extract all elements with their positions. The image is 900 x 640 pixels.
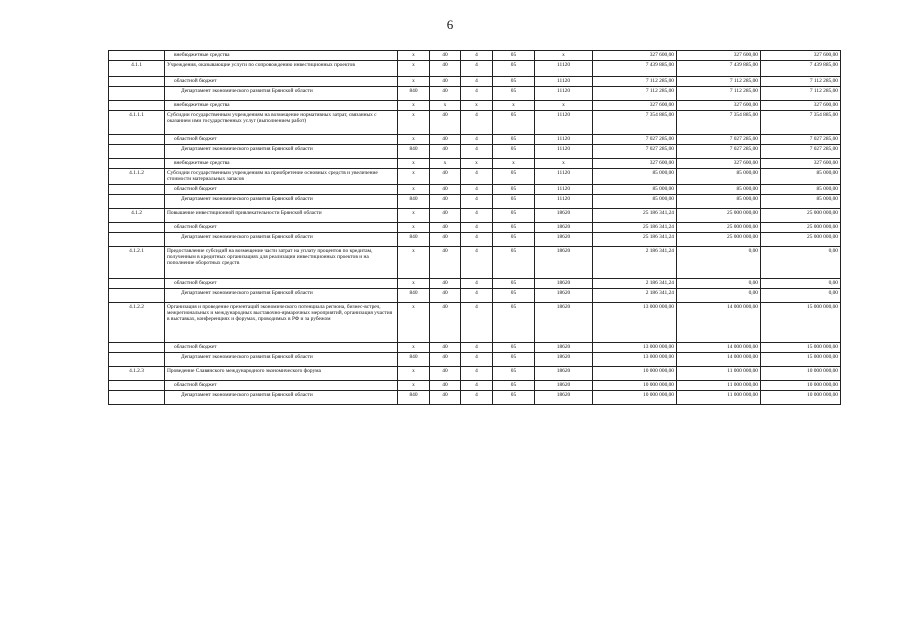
- cell-admin-code: 840: [398, 352, 430, 366]
- cell-direction-code: 11120: [535, 61, 593, 77]
- cell-amount-year1: 10 000 000,00: [593, 366, 677, 380]
- cell-admin-code: x: [398, 342, 430, 352]
- cell-program-code: 40: [430, 352, 461, 366]
- cell-description: областной бюджет: [165, 135, 398, 145]
- cell-description: областной бюджет: [165, 222, 398, 232]
- cell-amount-year3: 0,00: [761, 246, 841, 278]
- cell-direction-code: 11120: [535, 145, 593, 159]
- cell-program-code: 40: [430, 194, 461, 208]
- table-row: [109, 194, 841, 208]
- cell-section-code: 05: [493, 288, 535, 302]
- cell-subprogram-code: 4: [461, 380, 493, 390]
- cell-item-number: [109, 77, 165, 87]
- cell-item-number: 4.1.1.2: [109, 169, 165, 185]
- cell-item-number: [109, 278, 165, 288]
- cell-section-code: 05: [493, 51, 535, 61]
- table-row: [109, 352, 841, 366]
- cell-subprogram-code: 4: [461, 232, 493, 246]
- cell-amount-year1: 10 000 000,00: [593, 390, 677, 404]
- cell-amount-year1: 7 354 885,00: [593, 111, 677, 135]
- cell-admin-code: x: [398, 159, 430, 169]
- cell-section-code: 05: [493, 208, 535, 222]
- table-body: [109, 51, 841, 405]
- cell-direction-code: 18620: [535, 366, 593, 380]
- cell-subprogram-code: 4: [461, 184, 493, 194]
- cell-amount-year1: 327 600,00: [593, 51, 677, 61]
- cell-amount-year3: 15 000 000,00: [761, 352, 841, 366]
- cell-section-code: x: [493, 159, 535, 169]
- cell-amount-year2: 7 112 285,00: [677, 77, 761, 87]
- cell-amount-year1: 85 000,00: [593, 169, 677, 185]
- cell-section-code: 05: [493, 184, 535, 194]
- cell-admin-code: x: [398, 302, 430, 342]
- cell-description: Департамент экономического развития Брянской области: [165, 145, 398, 159]
- cell-admin-code: 840: [398, 288, 430, 302]
- cell-section-code: 05: [493, 222, 535, 232]
- cell-admin-code: x: [398, 278, 430, 288]
- cell-section-code: 05: [493, 380, 535, 390]
- cell-section-code: 05: [493, 194, 535, 208]
- cell-amount-year3: 0,00: [761, 288, 841, 302]
- cell-direction-code: 11120: [535, 169, 593, 185]
- table-row: [109, 278, 841, 288]
- cell-amount-year3: 85 000,00: [761, 169, 841, 185]
- table-row: [109, 246, 841, 278]
- cell-section-code: 05: [493, 145, 535, 159]
- cell-amount-year3: 7 439 885,00: [761, 61, 841, 77]
- cell-amount-year2: 11 000 000,00: [677, 390, 761, 404]
- cell-amount-year2: 7 439 885,00: [677, 61, 761, 77]
- cell-subprogram-code: 4: [461, 51, 493, 61]
- cell-amount-year2: 327 600,00: [677, 159, 761, 169]
- cell-program-code: 40: [430, 366, 461, 380]
- cell-item-number: [109, 380, 165, 390]
- cell-description: Субсидии государственным учреждениям на возмещение нормативных затрат, связанных с оказанием ими государственных услуг (выполнением работ): [165, 111, 398, 135]
- table-row: [109, 51, 841, 61]
- cell-description: Учреждения, оказывающие услуги по сопровождению инвестиционных проектов: [165, 61, 398, 77]
- cell-item-number: [109, 145, 165, 159]
- cell-item-number: [109, 51, 165, 61]
- cell-amount-year1: 25 186 341,24: [593, 232, 677, 246]
- cell-amount-year2: 85 000,00: [677, 169, 761, 185]
- cell-amount-year2: 25 000 000,00: [677, 232, 761, 246]
- cell-item-number: 4.1.1: [109, 61, 165, 77]
- cell-amount-year3: 85 000,00: [761, 184, 841, 194]
- cell-program-code: 40: [430, 342, 461, 352]
- cell-amount-year1: 13 000 000,00: [593, 302, 677, 342]
- cell-item-number: [109, 194, 165, 208]
- cell-subprogram-code: 4: [461, 194, 493, 208]
- cell-item-number: 4.1.2.3: [109, 366, 165, 380]
- cell-amount-year1: 7 112 285,00: [593, 77, 677, 87]
- table-row: [109, 380, 841, 390]
- cell-amount-year1: 7 112 285,00: [593, 87, 677, 101]
- cell-program-code: 40: [430, 77, 461, 87]
- cell-direction-code: 18620: [535, 278, 593, 288]
- cell-amount-year1: 2 186 341,24: [593, 278, 677, 288]
- table-row: [109, 111, 841, 135]
- cell-subprogram-code: 4: [461, 342, 493, 352]
- cell-program-code: 40: [430, 302, 461, 342]
- cell-direction-code: 11120: [535, 135, 593, 145]
- cell-section-code: 05: [493, 77, 535, 87]
- cell-amount-year3: 7 354 885,00: [761, 111, 841, 135]
- cell-section-code: 05: [493, 169, 535, 185]
- cell-item-number: [109, 184, 165, 194]
- cell-program-code: 40: [430, 380, 461, 390]
- cell-admin-code: x: [398, 246, 430, 278]
- cell-amount-year3: 15 000 000,00: [761, 302, 841, 342]
- cell-amount-year2: 0,00: [677, 246, 761, 278]
- cell-amount-year2: 85 000,00: [677, 194, 761, 208]
- cell-direction-code: 11120: [535, 77, 593, 87]
- cell-direction-code: x: [535, 51, 593, 61]
- cell-amount-year3: 25 000 000,00: [761, 232, 841, 246]
- cell-subprogram-code: x: [461, 159, 493, 169]
- cell-item-number: [109, 101, 165, 111]
- cell-program-code: 40: [430, 278, 461, 288]
- cell-direction-code: 11120: [535, 87, 593, 101]
- cell-amount-year1: 2 186 341,24: [593, 288, 677, 302]
- cell-amount-year1: 25 186 341,24: [593, 208, 677, 222]
- cell-admin-code: 840: [398, 194, 430, 208]
- cell-item-number: [109, 342, 165, 352]
- cell-admin-code: x: [398, 111, 430, 135]
- cell-item-number: [109, 232, 165, 246]
- cell-description: Департамент экономического развития Брянской области: [165, 232, 398, 246]
- cell-program-code: 40: [430, 87, 461, 101]
- cell-description: Департамент экономического развития Брянской области: [165, 194, 398, 208]
- cell-item-number: [109, 87, 165, 101]
- cell-amount-year2: 25 000 000,00: [677, 222, 761, 232]
- cell-admin-code: 840: [398, 232, 430, 246]
- cell-amount-year3: 7 112 285,00: [761, 87, 841, 101]
- cell-program-code: x: [430, 101, 461, 111]
- cell-amount-year2: 11 000 000,00: [677, 380, 761, 390]
- cell-item-number: 4.1.2.1: [109, 246, 165, 278]
- cell-amount-year2: 7 027 285,00: [677, 145, 761, 159]
- cell-section-code: 05: [493, 352, 535, 366]
- cell-subprogram-code: 4: [461, 302, 493, 342]
- cell-amount-year3: 15 000 000,00: [761, 342, 841, 352]
- cell-section-code: 05: [493, 135, 535, 145]
- cell-amount-year3: 25 000 000,00: [761, 222, 841, 232]
- cell-admin-code: x: [398, 135, 430, 145]
- cell-program-code: 40: [430, 208, 461, 222]
- cell-amount-year2: 7 112 285,00: [677, 87, 761, 101]
- cell-direction-code: 18620: [535, 342, 593, 352]
- cell-subprogram-code: 4: [461, 111, 493, 135]
- table-row: [109, 342, 841, 352]
- cell-program-code: 40: [430, 184, 461, 194]
- cell-direction-code: x: [535, 101, 593, 111]
- cell-admin-code: 840: [398, 145, 430, 159]
- cell-subprogram-code: 4: [461, 169, 493, 185]
- cell-admin-code: x: [398, 77, 430, 87]
- cell-program-code: 40: [430, 111, 461, 135]
- cell-amount-year3: 7 027 285,00: [761, 135, 841, 145]
- cell-subprogram-code: 4: [461, 278, 493, 288]
- cell-program-code: 40: [430, 145, 461, 159]
- cell-admin-code: x: [398, 366, 430, 380]
- cell-amount-year3: 327 600,00: [761, 159, 841, 169]
- cell-amount-year1: 327 600,00: [593, 101, 677, 111]
- cell-section-code: 05: [493, 390, 535, 404]
- cell-section-code: 05: [493, 87, 535, 101]
- cell-description: Предоставление субсидий на возмещение части затрат на уплату процентов по кредитам, полученным в кредитных организациях для реализации инвестиционных проектов и на пополнение оборотных средств: [165, 246, 398, 278]
- cell-section-code: 05: [493, 278, 535, 288]
- cell-section-code: 05: [493, 342, 535, 352]
- cell-program-code: 40: [430, 288, 461, 302]
- budget-table: [108, 50, 841, 405]
- cell-direction-code: 18620: [535, 302, 593, 342]
- cell-direction-code: 11120: [535, 111, 593, 135]
- table-row: [109, 87, 841, 101]
- cell-amount-year1: 13 000 000,00: [593, 352, 677, 366]
- cell-program-code: 40: [430, 169, 461, 185]
- cell-description: Субсидии государственным учреждениям на приобретение основных средств и увеличение стоимости материальных запасов: [165, 169, 398, 185]
- cell-amount-year3: 10 000 000,00: [761, 366, 841, 380]
- cell-amount-year2: 14 000 000,00: [677, 352, 761, 366]
- cell-amount-year1: 85 000,00: [593, 194, 677, 208]
- cell-amount-year1: 2 186 341,24: [593, 246, 677, 278]
- table-row: [109, 222, 841, 232]
- cell-section-code: 05: [493, 246, 535, 278]
- cell-admin-code: x: [398, 51, 430, 61]
- cell-description: областной бюджет: [165, 342, 398, 352]
- table-row: [109, 184, 841, 194]
- cell-amount-year1: 7 027 285,00: [593, 145, 677, 159]
- cell-amount-year1: 85 000,00: [593, 184, 677, 194]
- cell-program-code: x: [430, 159, 461, 169]
- cell-admin-code: x: [398, 380, 430, 390]
- cell-direction-code: 18620: [535, 246, 593, 278]
- cell-item-number: [109, 390, 165, 404]
- cell-amount-year3: 0,00: [761, 278, 841, 288]
- cell-amount-year1: 10 000 000,00: [593, 380, 677, 390]
- table-row: [109, 77, 841, 87]
- cell-amount-year1: 7 439 885,00: [593, 61, 677, 77]
- table-row: [109, 302, 841, 342]
- cell-subprogram-code: 4: [461, 222, 493, 232]
- cell-amount-year2: 7 354 885,00: [677, 111, 761, 135]
- cell-direction-code: 11120: [535, 194, 593, 208]
- table-row: [109, 145, 841, 159]
- cell-subprogram-code: 4: [461, 61, 493, 77]
- cell-item-number: 4.1.2: [109, 208, 165, 222]
- page-number: 6: [446, 17, 454, 32]
- cell-description: областной бюджет: [165, 278, 398, 288]
- cell-direction-code: 18620: [535, 208, 593, 222]
- cell-direction-code: 18620: [535, 232, 593, 246]
- cell-admin-code: x: [398, 101, 430, 111]
- cell-description: Департамент экономического развития Брянской области: [165, 288, 398, 302]
- cell-description: областной бюджет: [165, 77, 398, 87]
- cell-description: Департамент экономического развития Брянской области: [165, 87, 398, 101]
- cell-amount-year3: 327 600,00: [761, 51, 841, 61]
- cell-amount-year2: 0,00: [677, 278, 761, 288]
- table-row: [109, 169, 841, 185]
- cell-subprogram-code: 4: [461, 288, 493, 302]
- cell-description: Проведение Славянского международного экономического форума: [165, 366, 398, 380]
- cell-item-number: [109, 159, 165, 169]
- cell-subprogram-code: 4: [461, 87, 493, 101]
- cell-amount-year1: 25 186 341,24: [593, 222, 677, 232]
- cell-subprogram-code: 4: [461, 366, 493, 380]
- table-row: [109, 366, 841, 380]
- cell-amount-year2: 327 600,00: [677, 51, 761, 61]
- cell-subprogram-code: 4: [461, 208, 493, 222]
- cell-description: Департамент экономического развития Брянской области: [165, 352, 398, 366]
- cell-subprogram-code: 4: [461, 77, 493, 87]
- table-row: [109, 159, 841, 169]
- cell-admin-code: x: [398, 208, 430, 222]
- cell-amount-year1: 7 027 285,00: [593, 135, 677, 145]
- cell-section-code: 05: [493, 302, 535, 342]
- cell-amount-year2: 11 000 000,00: [677, 366, 761, 380]
- cell-direction-code: 18620: [535, 222, 593, 232]
- cell-program-code: 40: [430, 51, 461, 61]
- table-row: [109, 208, 841, 222]
- table-row: [109, 101, 841, 111]
- cell-subprogram-code: 4: [461, 390, 493, 404]
- table-row: [109, 288, 841, 302]
- table-row: [109, 135, 841, 145]
- cell-amount-year2: 327 600,00: [677, 101, 761, 111]
- cell-amount-year1: 13 000 000,00: [593, 342, 677, 352]
- cell-subprogram-code: 4: [461, 352, 493, 366]
- cell-item-number: [109, 135, 165, 145]
- cell-amount-year3: 7 027 285,00: [761, 145, 841, 159]
- cell-direction-code: 18620: [535, 380, 593, 390]
- cell-description: внебюджетные средства: [165, 51, 398, 61]
- cell-direction-code: x: [535, 159, 593, 169]
- table-row: [109, 390, 841, 404]
- cell-description: областной бюджет: [165, 184, 398, 194]
- cell-subprogram-code: x: [461, 101, 493, 111]
- cell-program-code: 40: [430, 232, 461, 246]
- cell-admin-code: x: [398, 61, 430, 77]
- cell-amount-year3: 85 000,00: [761, 194, 841, 208]
- cell-section-code: 05: [493, 61, 535, 77]
- cell-amount-year2: 85 000,00: [677, 184, 761, 194]
- cell-program-code: 40: [430, 390, 461, 404]
- cell-item-number: 4.1.1.1: [109, 111, 165, 135]
- cell-amount-year2: 0,00: [677, 288, 761, 302]
- cell-amount-year2: 25 000 000,00: [677, 208, 761, 222]
- cell-section-code: x: [493, 101, 535, 111]
- cell-admin-code: x: [398, 184, 430, 194]
- cell-amount-year3: 7 112 285,00: [761, 77, 841, 87]
- cell-description: областной бюджет: [165, 380, 398, 390]
- cell-admin-code: 840: [398, 87, 430, 101]
- table-row: [109, 61, 841, 77]
- cell-amount-year3: 10 000 000,00: [761, 390, 841, 404]
- cell-description: Повышение инвестиционной привлекательности Брянской области: [165, 208, 398, 222]
- cell-program-code: 40: [430, 222, 461, 232]
- cell-subprogram-code: 4: [461, 145, 493, 159]
- cell-amount-year2: 7 027 285,00: [677, 135, 761, 145]
- cell-amount-year2: 14 000 000,00: [677, 342, 761, 352]
- cell-section-code: 05: [493, 232, 535, 246]
- cell-description: Организация и проведение презентаций экономического потенциала региона, бизнес-встреч, межрегиональных и международных выставочно-ярмарочных мероприятий, организация участия в выставках, конференциях и форумах, проводимых в РФ и за рубежом: [165, 302, 398, 342]
- cell-description: внебюджетные средства: [165, 159, 398, 169]
- cell-program-code: 40: [430, 61, 461, 77]
- cell-item-number: [109, 352, 165, 366]
- cell-description: внебюджетные средства: [165, 101, 398, 111]
- cell-section-code: 05: [493, 111, 535, 135]
- cell-program-code: 40: [430, 246, 461, 278]
- cell-amount-year1: 327 600,00: [593, 159, 677, 169]
- cell-program-code: 40: [430, 135, 461, 145]
- cell-amount-year3: 10 000 000,00: [761, 380, 841, 390]
- cell-amount-year3: 25 000 000,00: [761, 208, 841, 222]
- cell-item-number: [109, 288, 165, 302]
- cell-direction-code: 18620: [535, 390, 593, 404]
- cell-admin-code: x: [398, 169, 430, 185]
- cell-amount-year2: 14 000 000,00: [677, 302, 761, 342]
- cell-direction-code: 18620: [535, 288, 593, 302]
- cell-section-code: 05: [493, 366, 535, 380]
- cell-direction-code: 11120: [535, 184, 593, 194]
- table-row: [109, 232, 841, 246]
- cell-item-number: [109, 222, 165, 232]
- cell-description: Департамент экономического развития Брянской области: [165, 390, 398, 404]
- cell-admin-code: x: [398, 222, 430, 232]
- cell-direction-code: 18620: [535, 352, 593, 366]
- cell-amount-year3: 327 600,00: [761, 101, 841, 111]
- cell-admin-code: 840: [398, 390, 430, 404]
- cell-item-number: 4.1.2.2: [109, 302, 165, 342]
- cell-subprogram-code: 4: [461, 135, 493, 145]
- cell-subprogram-code: 4: [461, 246, 493, 278]
